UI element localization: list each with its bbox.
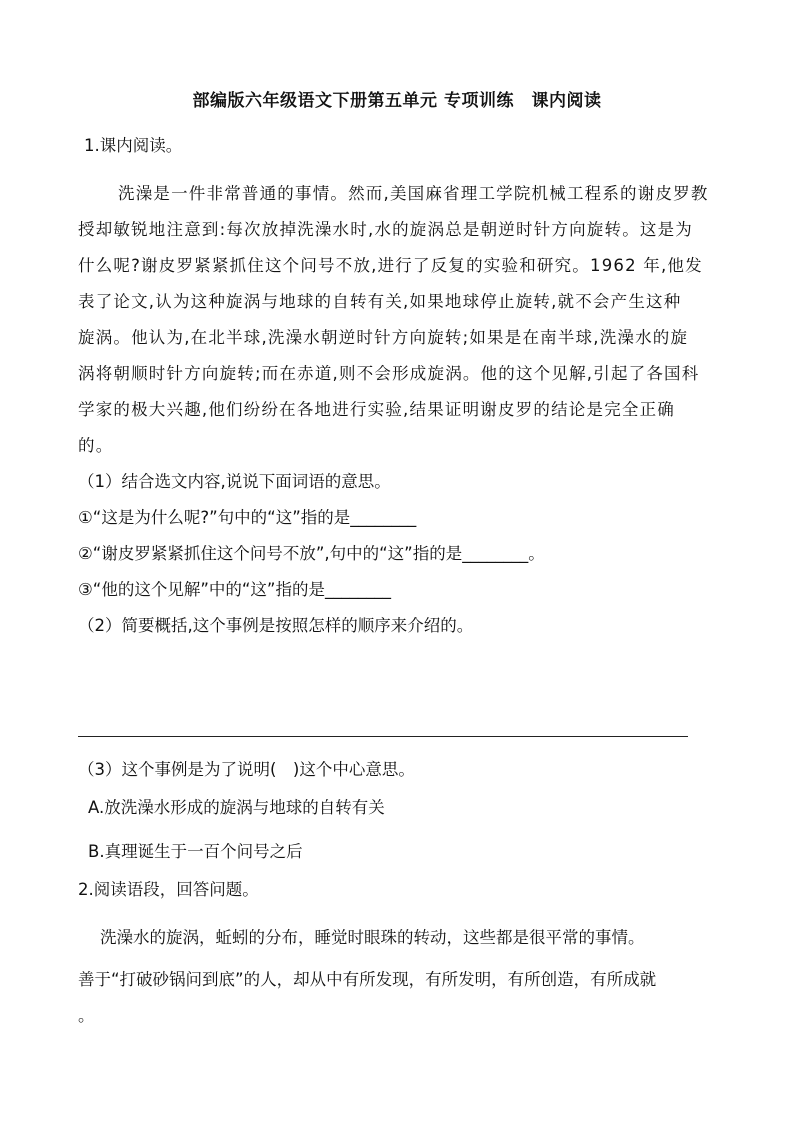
passage-1-line: 旋涡。他认为,在北半球,洗澡水朝逆时针方向旋转;如果是在南半球,洗澡水的旋: [78, 328, 689, 347]
sub-question-1-item: ②“谢皮罗紧紧抓住这个问号不放”,句中的“这”指的是________。: [78, 544, 545, 563]
page-title: 部编版六年级语文下册第五单元 专项训练 课内阅读: [192, 91, 602, 111]
option-a[interactable]: A.放洗澡水形成的旋涡与地球的自转有关: [88, 798, 385, 817]
passage-1-line: 表了论文,认为这种旋涡与地球的自转有关,如果地球停止旋转,就不会产生这种: [78, 292, 682, 311]
sub-question-1-item: ③“他的这个见解”中的“这”指的是________: [78, 580, 391, 599]
option-b[interactable]: B.真理诞生于一百个问号之后: [88, 842, 303, 861]
passage-2-line: 洗澡水的旋涡，蚯蚓的分布，睡觉时眼珠的转动，这些都是很平常的事情。: [100, 928, 645, 947]
passage-1-line: 学家的极大兴趣,他们纷纷在各地进行实验,结果证明谢皮罗的结论是完全正确: [78, 400, 675, 419]
sub-question-1-item: ①“这是为什么呢?”句中的“这”指的是________: [78, 508, 417, 527]
passage-2-line: 。: [78, 1006, 95, 1025]
sub-question-1: （1）结合选文内容,说说下面词语的意思。: [78, 472, 391, 491]
passage-1-line: 授却敏锐地注意到:每次放掉洗澡水时,水的旋涡总是朝逆时针方向旋转。这是为: [78, 220, 694, 239]
passage-2-line: 善于“打破砂锅问到底”的人，却从中有所发现，有所发明，有所创造，有所成就: [78, 970, 657, 989]
passage-1-line: 的。: [78, 436, 114, 455]
sub-question-3: （3）这个事例是为了说明( )这个中心意思。: [78, 760, 415, 779]
passage-1-line: 什么呢?谢皮罗紧紧抓住这个问号不放,进行了反复的实验和研究。1962 年,他发: [78, 256, 703, 275]
passage-1-line: 涡将朝顺时针方向旋转;而在赤道,则不会形成旋涡。他的这个见解,引起了各国科: [78, 364, 700, 383]
question-2-heading: 2.阅读语段，回答问题。: [78, 880, 259, 899]
answer-line[interactable]: [78, 736, 688, 737]
question-1-heading: 1.课内阅读。: [84, 136, 183, 155]
sub-question-2: （2）简要概括,这个事例是按照怎样的顺序来介绍的。: [78, 616, 474, 635]
passage-1-line: 洗澡是一件非常普通的事情。然而,美国麻省理工学院机械工程系的谢皮罗教: [118, 184, 709, 203]
